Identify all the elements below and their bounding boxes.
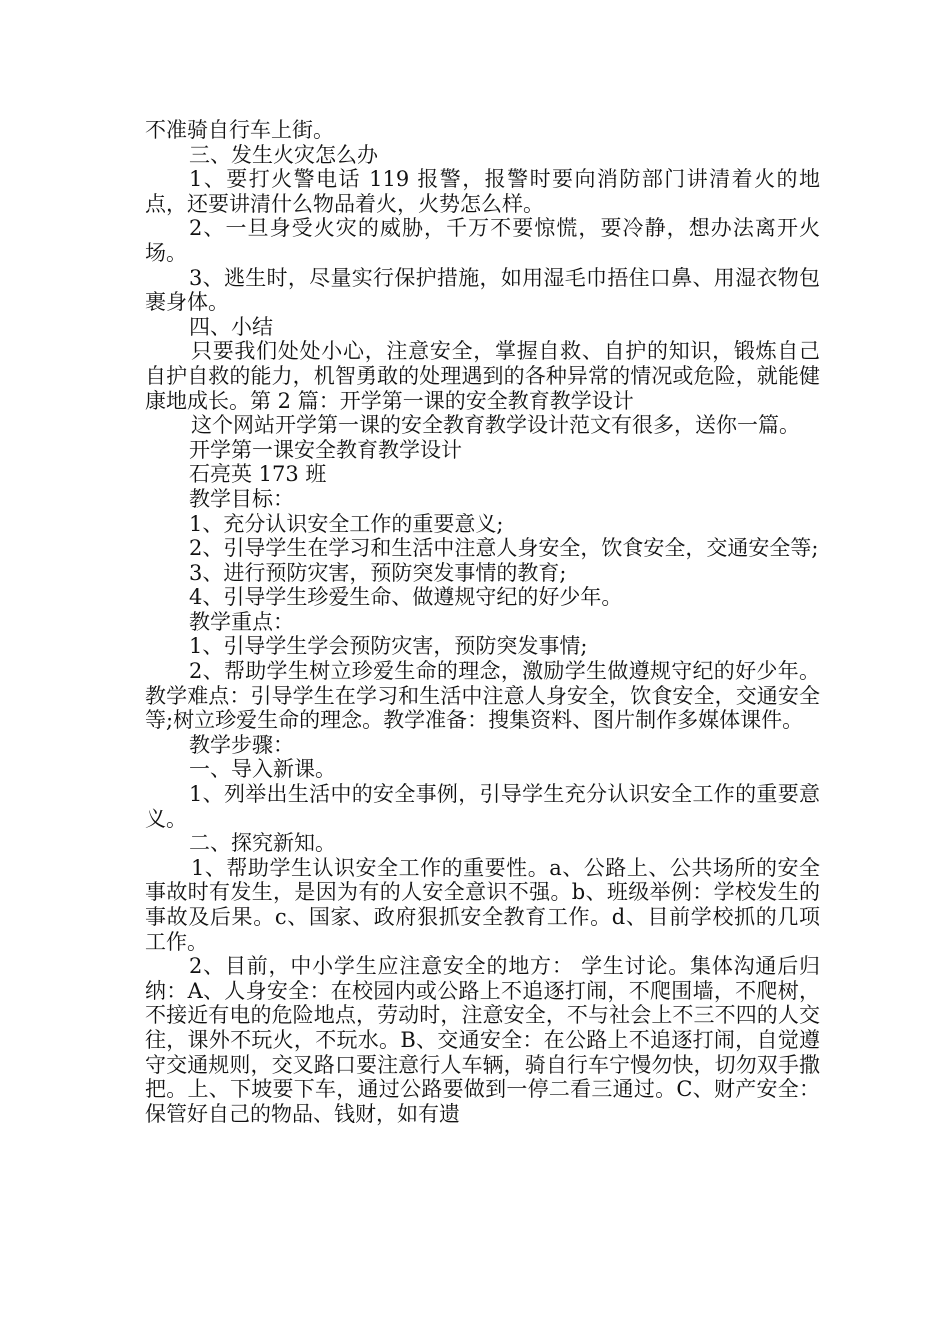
section-heading: 教学步骤：	[189, 732, 294, 757]
list-item: 2、目前，中小学生应注意安全的地方： 学生讨论。集体沟通后归纳：A、人身安全：在校园内或公路上不追逐打闹，不爬围墙，不爬树，不接近有电的危险地点，劳动时，注意安全，不与社会上不三不四的人交往，课外不玩火，不玩水。B、交通安全：在公路上不追逐打闹，自觉遵守交通规则，交叉路口要注意行人车辆，骑自行车宁慢勿快，切勿双手撒把。上、下坡要下车，通过公路要做到一停二看三通过。C、财产安全：保管好自己的物品、钱财，如有遗	[145, 954, 820, 1126]
paragraph: 只要我们处处小心，注意安全，掌握自救、自护的知识，锻炼自己自护自救的能力，机智勇敢的处理遇到的各种异常的情况或危险，就能健康地成长。第 2 篇：开学第一课的安全教育教学设计	[145, 339, 820, 413]
paragraph: 1、要打火警电话 119 报警，报警时要向消防部门讲清着火的地点，还要讲清什么物品着火，火势怎么样。	[145, 167, 820, 216]
section-heading: 三、发生火灾怎么办	[189, 142, 378, 167]
section-heading: 一、导入新课。	[189, 757, 336, 782]
paragraph: 这个网站开学第一课的安全教育教学设计范文有很多，送你一篇。	[191, 413, 800, 438]
author-line: 石亮英 173 班	[189, 462, 327, 487]
list-item: 1、充分认识安全工作的重要意义;	[189, 511, 504, 536]
section-heading: 教学重点：	[189, 609, 294, 634]
section-heading: 四、小结	[189, 314, 273, 339]
paragraph: 不准骑自行车上街。	[145, 118, 334, 142]
list-item: 2、帮助学生树立珍爱生命的理念，激励学生做遵规守纪的好少年。教学难点：引导学生在学习和生活中注意人身安全，饮食安全，交通安全等;树立珍爱生命的理念。教学准备：搜集资料、图片制作多媒体课件。	[145, 659, 820, 733]
paragraph: 3、逃生时，尽量实行保护措施，如用湿毛巾捂住口鼻、用湿衣物包裹身体。	[145, 265, 820, 315]
document-page	[145, 118, 820, 1126]
list-item: 4、引导学生珍爱生命、做遵规守纪的好少年。	[189, 585, 623, 610]
list-item: 2、引导学生在学习和生活中注意人身安全，饮食安全，交通安全等;	[189, 536, 819, 561]
list-item: 3、进行预防灾害，预防突发事情的教育;	[189, 560, 567, 585]
list-item: 1、引导学生学会预防灾害，预防突发事情;	[189, 634, 588, 659]
document-title: 开学第一课安全教育教学设计	[189, 437, 462, 462]
list-item: 1、列举出生活中的安全事例，引导学生充分认识安全工作的重要意义。	[145, 782, 820, 831]
paragraph: 2、一旦身受火灾的威胁，千万不要惊慌，要冷静，想办法离开火场。	[145, 216, 820, 265]
section-heading: 教学目标：	[189, 486, 294, 511]
section-heading: 二、探究新知。	[189, 831, 336, 856]
list-item: 1、帮助学生认识安全工作的重要性。a、公路上、公共场所的安全事故时有发生，是因为有的人安全意识不强。b、班级举例：学校发生的事故及后果。c、国家、政府狠抓安全教育工作。d、目前学校抓的几项工作。	[145, 855, 820, 954]
